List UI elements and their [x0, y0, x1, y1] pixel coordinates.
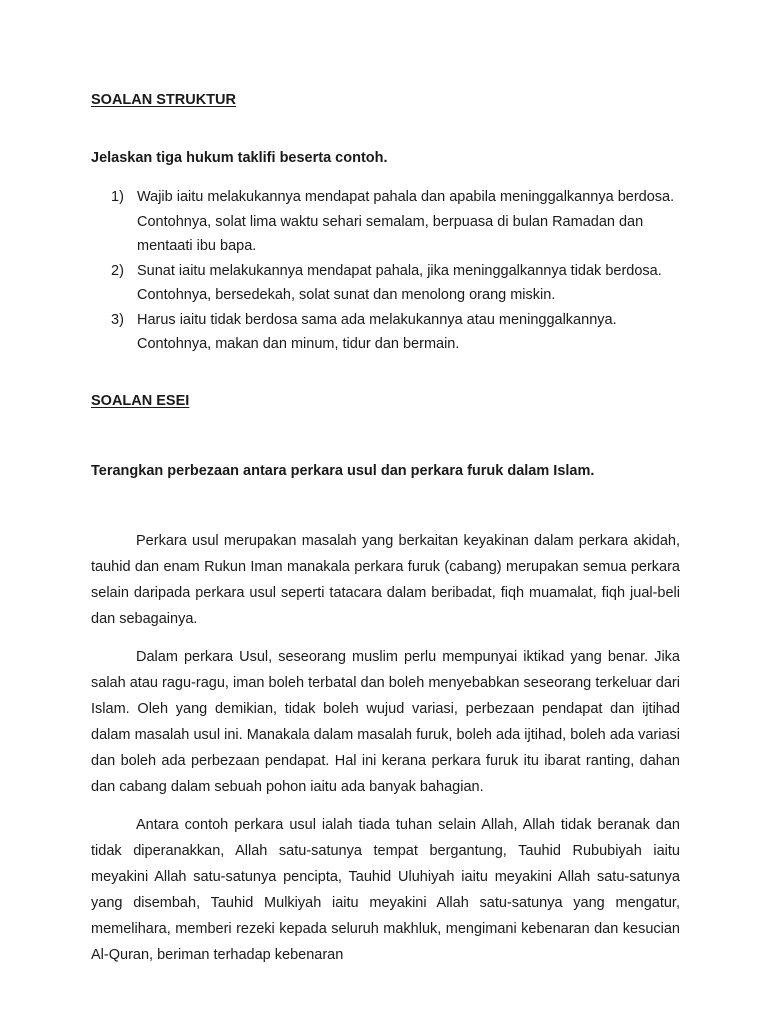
- list-item-number: 2): [111, 262, 124, 279]
- essay-paragraph: Dalam perkara Usul, seseorang muslim perlu mempunyai iktikad yang benar. Jika salah atau ragu-ragu, iman boleh terbatal dan boleh menyebabkan seseorang terkeluar dari Islam. Oleh yang demikian, tidak boleh wujud variasi, perbezaan pendapat dan ijtihad dalam masalah usul ini. Manakala dalam masalah furuk, boleh ada ijtihad, boleh ada variasi dan boleh ada perbezaan pendapat. Hal ini kerana perkara furuk itu ibarat ranting, dahan dan cabang dalam sebuah pohon iaitu ada banyak bahagian.: [91, 649, 680, 795]
- list-item-text: Wajib iaitu melakukannya mendapat pahala dan apabila meninggalkannya berdosa. Contohnya, solat lima waktu sehari semalam, berpuasa di bulan Ramadan dan mentaati ibu bapa.: [137, 189, 675, 254]
- section-heading-struktur: SOALAN STRUKTUR: [91, 92, 236, 108]
- list-item: [91, 185, 680, 259]
- list-item-number: 3): [111, 311, 124, 328]
- essay-body: [91, 528, 680, 980]
- list-item-text: Sunat iaitu melakukannya mendapat pahala, jika meninggalkannya tidak berdosa. Contohnya, bersedekah, solat sunat dan menolong orang miskin.: [137, 262, 662, 303]
- essay-paragraph: Antara contoh perkara usul ialah tiada tuhan selain Allah, Allah tidak beranak dan tidak diperanakkan, Allah satu-satunya tempat bergantung, Tauhid Rububiyah iaitu meyakini Allah satu-satunya pencipta, Tauhid Uluhiyah iaitu meyakini Allah satu-satunya yang disembah, Tauhid Mulkiyah iaitu meyakini Allah satu-satunya yang mengatur, memelihara, memberi rezeki kepada seluruh makhluk, mengimani kebenaran dan kesucian Al-Quran, beriman terhadap kebenaran: [91, 817, 680, 963]
- question-esei: Terangkan perbezaan antara perkara usul dan perkara furuk dalam Islam.: [91, 463, 595, 479]
- essay-paragraph: Perkara usul merupakan masalah yang berkaitan keyakinan dalam perkara akidah, tauhid dan enam Rukun Iman manakala perkara furuk (cabang) merupakan semua perkara selain daripada perkara usul seperti tatacara dalam beribadat, fiqh muamalat, fiqh jual-beli dan sebagainya.: [91, 533, 680, 627]
- section-heading-esei: SOALAN ESEI: [91, 393, 190, 409]
- list-item-text: Harus iaitu tidak berdosa sama ada melakukannya atau meninggalkannya. Contohnya, makan dan minum, tidur dan bermain.: [137, 311, 617, 352]
- question-struktur: Jelaskan tiga hukum taklifi beserta contoh.: [91, 150, 388, 166]
- list-item: [91, 259, 680, 308]
- answer-list: [91, 185, 680, 357]
- list-item-number: 1): [111, 189, 124, 205]
- list-item: [91, 308, 680, 357]
